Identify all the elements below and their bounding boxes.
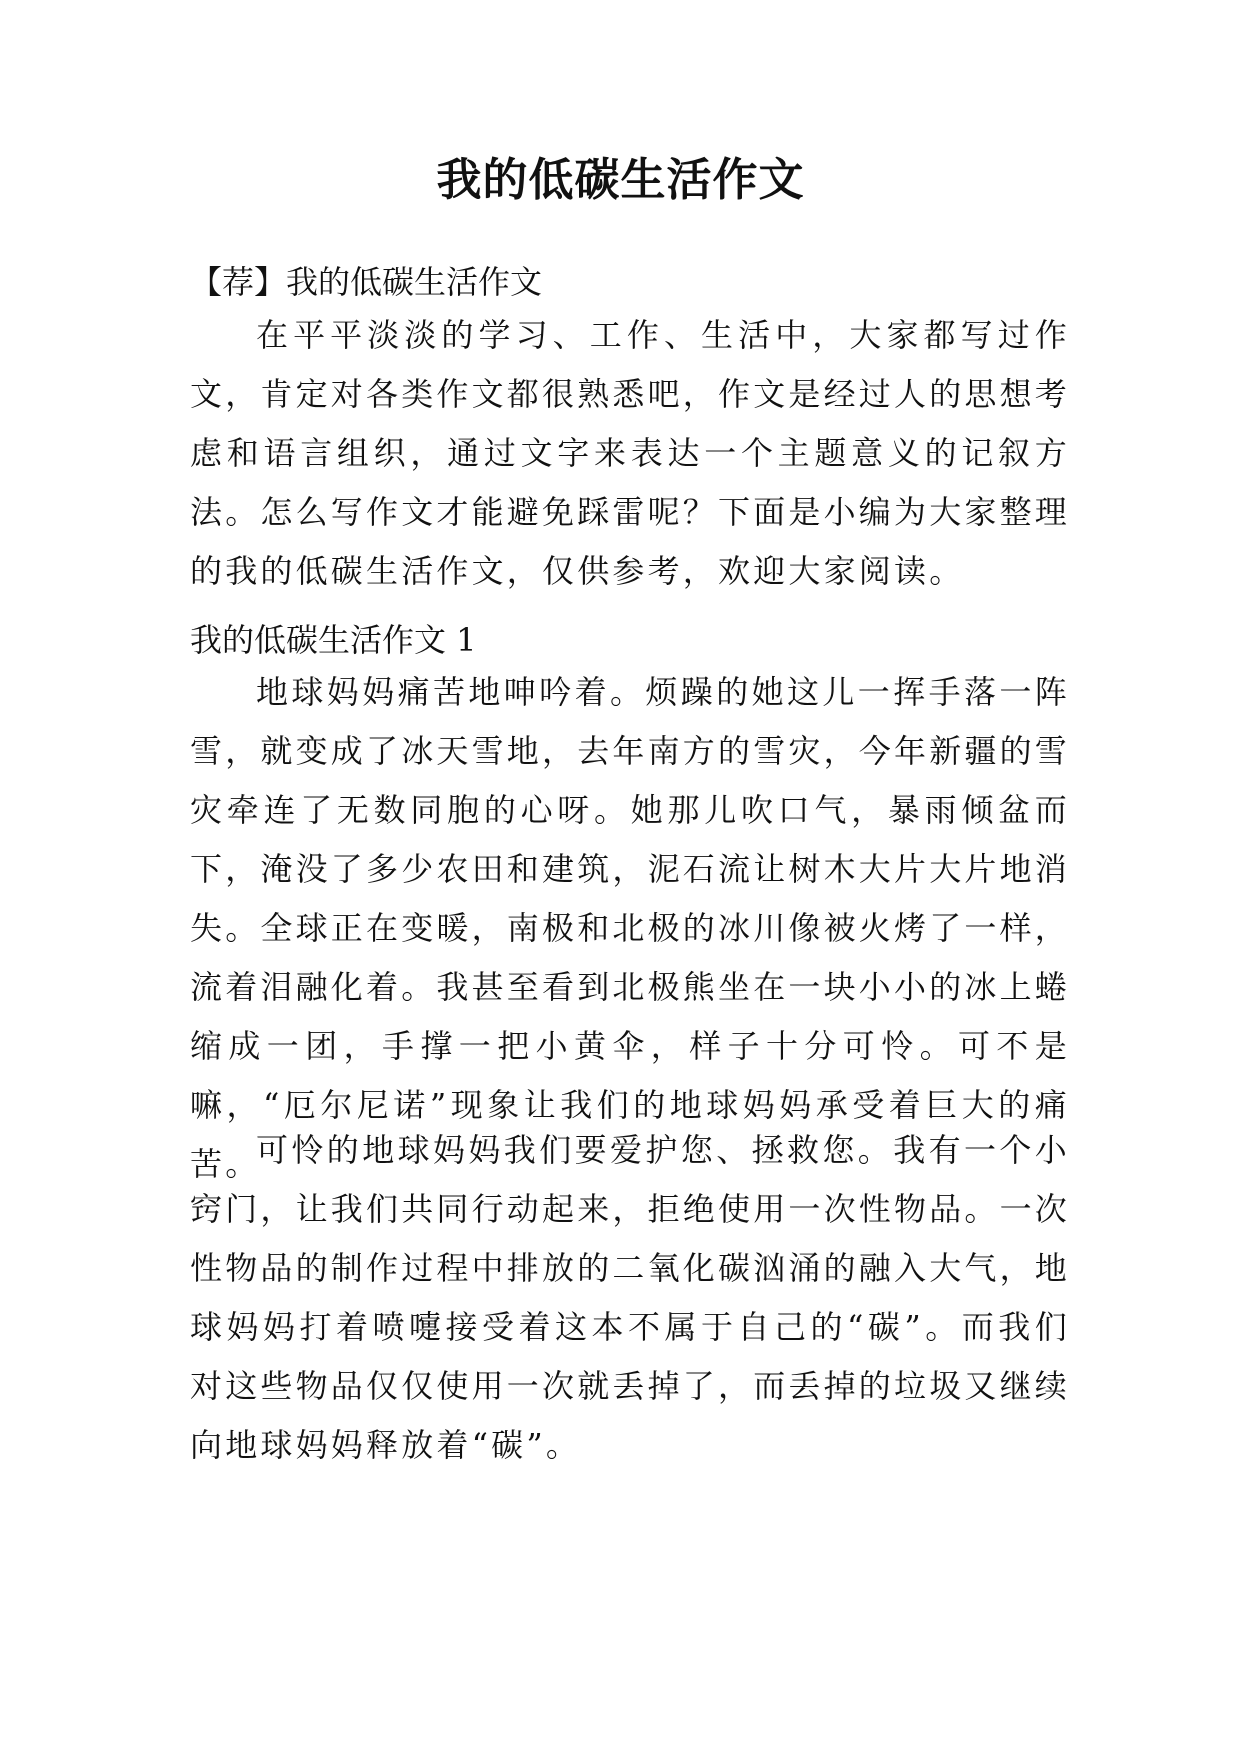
intro-heading: 【荐】我的低碳生活作文 (190, 263, 543, 301)
page-title: 我的低碳生活作文 (436, 153, 805, 206)
intro-paragraph: 在平平淡淡的学习、工作、生活中，大家都写过作文，肯定对各类作文都很熟悉吧，作文是经过人的思想考虑和语言组织，通过文字来表达一个主题意义的记叙方法。怎么写作文才能避免踩雷呢？下面是小编为大家整理的我的低碳生活作文，仅供参考，欢迎大家阅读。 (190, 316, 1071, 590)
section-heading: 我的低碳生活作文 1 (190, 621, 477, 659)
body-paragraph-2: 可怜的地球妈妈我们要爱护您、拯救您。我有一个小窍门，让我们共同行动起来，拒绝使用一次性物品。一次性物品的制作过程中排放的二氧化碳汹涌的融入大气，地球妈妈打着喷嚏接受着这本不属于自己的“碳”。而我们对这些物品仅仅使用一次就丢掉了，而丢掉的垃圾又继续向地球妈妈释放着“碳”。 (190, 1131, 1071, 1464)
body-paragraph-1: 地球妈妈痛苦地呻吟着。烦躁的她这儿一挥手落一阵雪，就变成了冰天雪地，去年南方的雪灾，今年新疆的雪灾牵连了无数同胞的心呀。她那儿吹口气，暴雨倾盆而下，淹没了多少农田和建筑，泥石流让树木大片大片地消失。全球正在变暖，南极和北极的冰川像被火烤了一样，流着泪融化着。我甚至看到北极熊坐在一块小小的冰上蜷缩成一团，手撑一把小黄伞，样子十分可怜。可不是嘛，“厄尔尼诺”现象让我们的地球妈妈承受着巨大的痛苦。 (190, 673, 1071, 1183)
